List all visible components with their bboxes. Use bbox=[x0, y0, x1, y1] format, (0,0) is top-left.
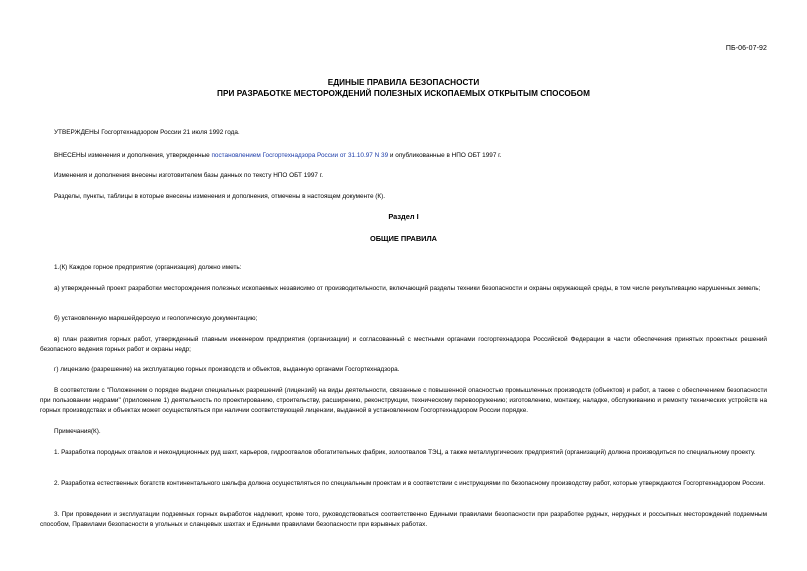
note-2: 2. Разработка естественных богатств континентального шельфа должна осуществляться по специальным проектам и в соответствии с инструкциями по безопасному производству работ, которые утверждаются Госгортехнадзором России. bbox=[54, 480, 766, 487]
note-3: 3. При проведении и эксплуатации подземных горных выработок надлежит, кроме того, руководствоваться соответственно Едиными правилами безопасности при разработке рудных, нерудных и россыпных месторождений подземным способом, Правилами безопасности в угольных и сланцевых шахтах и Едиными правилами безопасности при взрывных работах. bbox=[40, 511, 767, 528]
document-title-line-2: ПРИ РАЗРАБОТКЕ МЕСТОРОЖДЕНИЙ ПОЛЕЗНЫХ ИСКОПАЕМЫХ ОТКРЫТЫМ СПОСОБОМ bbox=[217, 89, 590, 98]
changes-note: Изменения и дополнения внесены изготовителем базы данных по тексту НПО ОБТ 1997 г. bbox=[54, 172, 324, 179]
section-title: ОБЩИЕ ПРАВИЛА bbox=[370, 234, 437, 243]
paragraph-accordance: В соответствии с "Положением о порядке выдачи специальных разрешений (лицензий) на виды деятельности, связанные с повышенной опасностью промышленных производств (объектов) и работ, а также с обеспечением безопасности при пользовании недрами" (приложение 1) деятельность по проектированию, строительству, расширению, реконструкции, техническому перевооружению; изготовлению, монтажу, наладке, обслуживанию и ремонту технических устройств на горных производствах и объектах может осуществляться при наличии соответствующей лицензии, выданной в установленном Госгортехнадзором России порядке. bbox=[40, 387, 767, 414]
document-title-line-1: ЕДИНЫЕ ПРАВИЛА БЕЗОПАСНОСТИ bbox=[327, 78, 480, 87]
paragraph-b: б) установленную маркшейдерскую и геологическую документацию; bbox=[54, 315, 258, 322]
resolution-link[interactable]: постановлением Госгортехнадзора России от 31.10.97 N 39 bbox=[211, 152, 389, 159]
notes-title: Примечания(К). bbox=[54, 428, 101, 435]
amendments-line bbox=[54, 151, 767, 161]
paragraph-1: 1.(К) Каждое горное предприятие (организация) должно иметь: bbox=[54, 264, 242, 271]
sections-note: Разделы, пункты, таблицы в которые внесены изменения и дополнения, отмечены в настоящем документе (К). bbox=[54, 193, 386, 200]
section-label: Раздел I bbox=[388, 212, 419, 221]
paragraph-v: в) план развития горных работ, утвержденный главным инженером предприятия (организации) и согласованный с местными органами госгортехнадзора Российской Федерации в части обеспечения принятых проектных решений безопасного ведения горных работ и охраны недр; bbox=[40, 336, 767, 353]
amendments-text-before: ВНЕСЕНЫ изменения и дополнения, утвержденные bbox=[54, 152, 212, 159]
amendments-text-after: и опубликованные в НПО ОБТ 1997 г. bbox=[388, 152, 502, 159]
paragraph-g: г) лицензию (разрешение) на эксплуатацию горных производств и объектов, выданную органами Госгортехнадзора. bbox=[54, 366, 400, 373]
document-code: ПБ-06-07-92 bbox=[725, 45, 767, 52]
note-1: 1. Разработка породных отвалов и некондиционных руд шахт, карьеров, гидроотвалов обогатительных фабрик, золоотвалов ТЭЦ, а также металлургических предприятий (организаций) должна производиться по специальному проекту. bbox=[54, 449, 756, 456]
approved-line: УТВЕРЖДЕНЫ Госгортехнадзором России 21 июля 1992 года. bbox=[54, 129, 240, 136]
paragraph-a: а) утвержденный проект разработки месторождения полезных ископаемых независимо от производительности, включающий разделы техники безопасности и охраны окружающей среды, в том числе рекультивацию нарушенных земель; bbox=[54, 285, 761, 292]
